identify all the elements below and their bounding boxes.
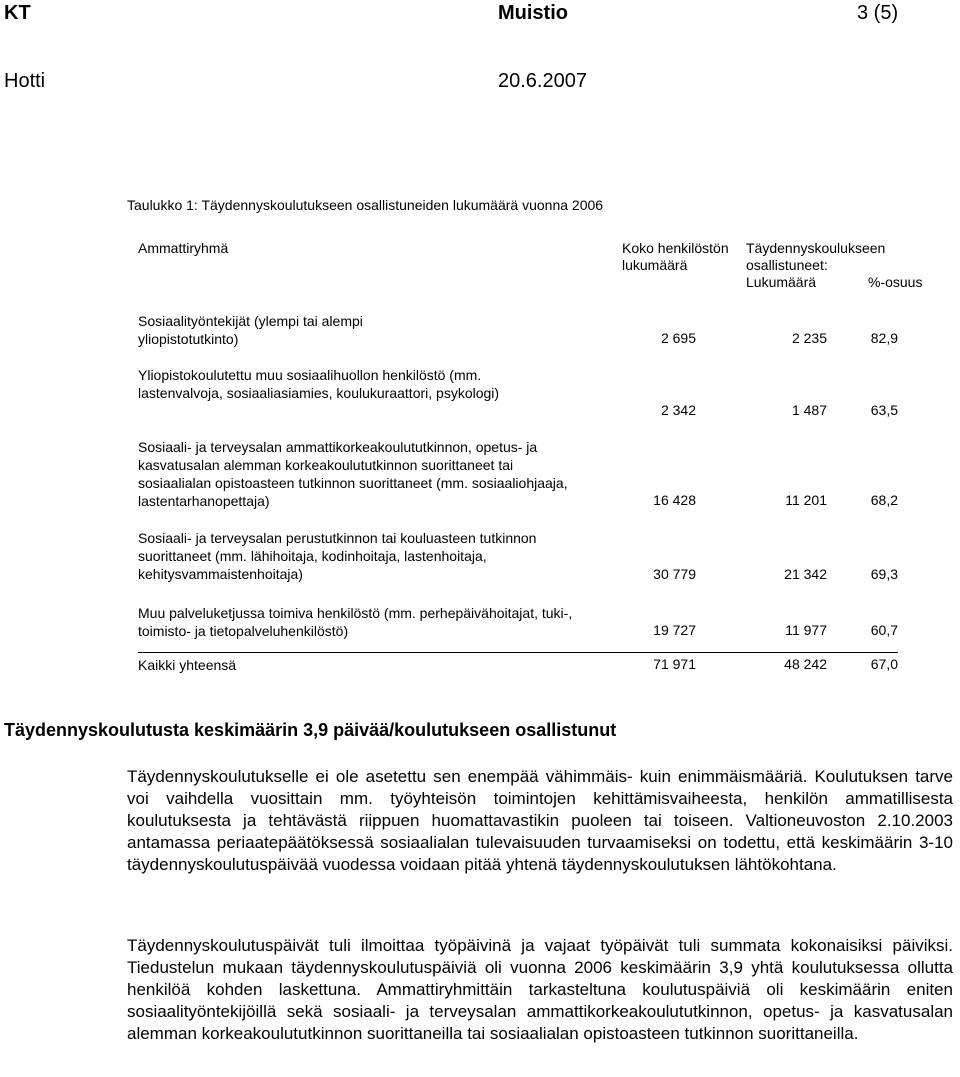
row-total: 19 727 — [653, 622, 696, 638]
row-label: Sosiaali- ja terveysalan perustutkinnon tai kouluasteen tutkinnon suorittaneet (mm. lähihoitaja, kodinhoitaja, lastenhoitaja, kehitysvammaistenhoitaja) — [138, 530, 537, 582]
row-count: 11 201 — [785, 492, 827, 508]
header-org: KT — [4, 2, 31, 24]
row-label: Yliopistokoulutettu muu sosiaalihuollon henkilöstö (mm. lastenvalvoja, sosiaaliasiamies, koulukuraattori, psykologi) — [138, 367, 500, 401]
header-date: 20.6.2007 — [498, 70, 587, 92]
row-pct: 63,5 — [870, 402, 898, 418]
row-pct: 69,3 — [870, 566, 898, 582]
row-count: 21 342 — [784, 566, 827, 582]
row-label: Sosiaalityöntekijät (ylempi tai alempi yliopistotutkinto) — [138, 313, 363, 347]
row-pct: 68,2 — [870, 492, 898, 508]
row-count: 1 487 — [791, 402, 827, 418]
col-header-count: Lukumäärä — [746, 274, 817, 290]
col-header-part-1: Täydennyskoulukseen — [746, 240, 886, 256]
row-pct: 60,7 — [870, 622, 898, 638]
body-paragraph-1: Täydennyskoulutukselle ei ole asetettu sen enempää vähimmäis- kuin enimmäismääriä. Koulutuksen tarve voi vaihdella vuosittain mm. työyhteisön toimintojen kehittämisvaiheesta, henkilön ammatillisesta koulutuksesta ja tehtävästä riippuen huomattavastikin puoleen tai toiseen. Valtioneuvoston 2.10.2003 antamassa periaatepäätöksessä sosiaalialan tulevaisuuden turvaamiseksi on todettu, että keskimäärin 3-10 täydennyskoulutuspäivää vuodessa voidaan pitää yhtenä täydennyskoulutuksen lähtökohtana. — [127, 767, 953, 874]
row-count: 11 977 — [785, 622, 827, 638]
row-total: 2 695 — [660, 330, 696, 346]
total-row-total: 71 971 — [653, 656, 696, 672]
header-author: Hotti — [4, 70, 46, 92]
col-header-total-2: lukumäärä — [622, 257, 688, 273]
col-header-pct: %-osuus — [868, 274, 923, 290]
col-header-group: Ammattiryhmä — [138, 240, 229, 256]
row-pct: 82,9 — [870, 330, 898, 346]
total-row-label: Kaikki yhteensä — [138, 657, 237, 673]
table-caption: Taulukko 1: Täydennyskoulutukseen osallistuneiden lukumäärä vuonna 2006 — [127, 197, 604, 213]
row-count: 2 235 — [791, 330, 827, 346]
col-header-part-2: osallistuneet: — [746, 257, 828, 273]
section-heading: Täydennyskoulutusta keskimäärin 3,9 päivää/koulutukseen osallistunut — [4, 720, 617, 740]
total-row-count: 48 242 — [784, 656, 827, 672]
header-page-number: 3 (5) — [857, 2, 899, 24]
body-paragraph-2: Täydennyskoulutuspäivät tuli ilmoittaa työpäivinä ja vajaat työpäivät tuli summata kokonaisiksi päiviksi. Tiedustelun mukaan täydennyskoulutuspäiviä oli vuonna 2006 keskimäärin 3,9 yhtä koulutuksessa ollutta henkilöä kohden laskettuna. Ammattiryhmittäin tarkasteltuna koulutuspäiviä oli keskimäärin eniten sosiaalityöntekijöillä sekä sosiaali- ja terveysalan ammattikorkeakoulututkinnon, opetus- ja kasvatusalan alemman korkeakoulututkinnon suorittaneilla tai sosiaalialan opistoasteen tutkinnon suorittaneilla. — [127, 936, 953, 1043]
row-total: 16 428 — [653, 492, 696, 508]
header-doc-type: Muistio — [498, 2, 568, 24]
row-label: Muu palveluketjussa toimiva henkilöstö (mm. perhepäivähoitajat, tuki-, toimisto- ja tietopalveluhenkilöstö) — [138, 605, 573, 639]
col-header-total-1: Koko henkilöstön — [622, 240, 729, 256]
row-total: 2 342 — [660, 402, 696, 418]
table-total-rule — [138, 652, 898, 653]
row-total: 30 779 — [653, 566, 696, 582]
row-label: Sosiaali- ja terveysalan ammattikorkeakoulututkinnon, opetus- ja kasvatusalan alemman korkeakoulututkinnon suorittaneet tai sosiaalialan opistoasteen tutkinnon suorittaneet (mm. sosiaaliohjaaja, lastentarhanopettaja) — [138, 439, 568, 509]
total-row-pct: 67,0 — [870, 656, 898, 672]
